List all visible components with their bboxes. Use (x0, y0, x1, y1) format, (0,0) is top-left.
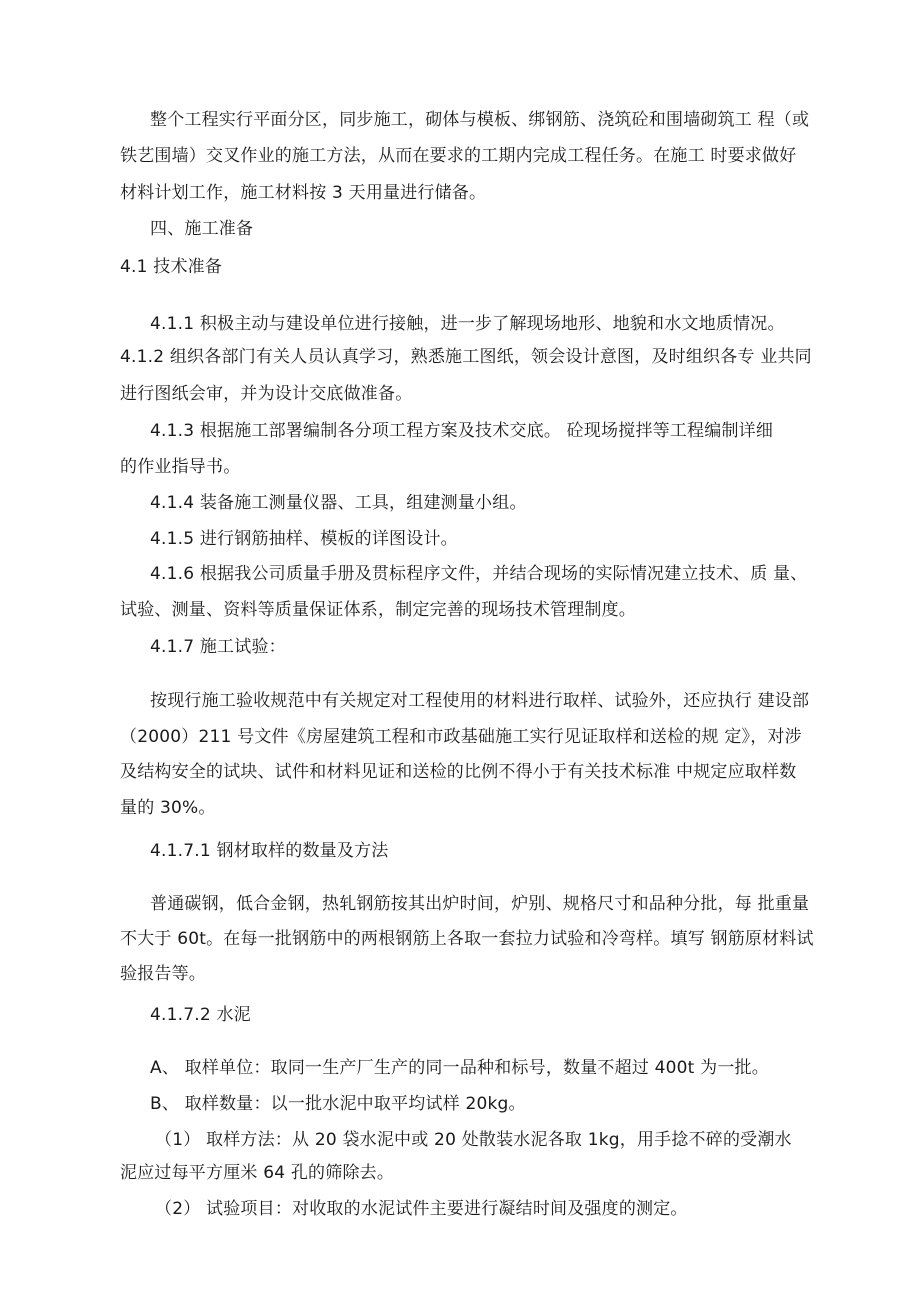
paragraph-line: 4.1.2 组织各部门有关人员认真学习，熟悉施工图纸，领会设计意图，及时组织各专 业共同 (120, 347, 812, 367)
paragraph-line: 进行图纸会审，并为设计交底做准备。 (120, 384, 413, 404)
paragraph-line: （2000）211 号文件《房屋建筑工程和市政基础施工实行见证取样和送检的规 定》，对涉 (120, 727, 802, 747)
paragraph-line: 4.1.3 根据施工部署编制各分项工程方案及技术交底。 砼现场搅拌等工程编制详细 (150, 421, 774, 441)
list-item: A、 取样单位：取同一生产厂生产的同一品种和标号，数量不超过 400t 为一批。 (150, 1058, 769, 1078)
paragraph-line: 量的 30%。 (120, 798, 216, 818)
paragraph-line: 4.1.6 根据我公司质量手册及贯标程序文件，并结合现场的实际情况建立技术、质 量、 (150, 564, 808, 584)
paragraph-line: 及结构安全的试块、试件和材料见证和送检的比例不得小于有关技术标准 中规定应取样数 (120, 762, 797, 782)
paragraph-line: 铁艺围墙）交叉作业的施工方法，从而在要求的工期内完成工程任务。在施工 时要求做好 (120, 146, 797, 166)
paragraph-line: 4.1.1 积极主动与建设单位进行接触，进一步了解现场地形、地貌和水文地质情况。 (150, 314, 785, 334)
paragraph-line: 试验、测量、资料等质量保证体系，制定完善的现场技术管理制度。 (120, 600, 636, 620)
paragraph-line: 验报告等。 (120, 964, 206, 984)
paragraph-line: 材料计划工作，施工材料按 3 天用量进行储备。 (120, 183, 487, 203)
list-item: （2） 试验项目：对收取的水泥试件主要进行凝结时间及强度的测定。 (155, 1199, 688, 1219)
subsection-heading: 4.1.7 施工试验： (150, 637, 286, 657)
subsection-heading: 4.1.7.2 水泥 (150, 1005, 251, 1025)
paragraph-line: 泥应过每平方厘米 64 孔的筛除去。 (120, 1163, 395, 1183)
paragraph-line: 的作业指导书。 (120, 457, 241, 477)
paragraph-line: 按现行施工验收规范中有关规定对工程使用的材料进行取样、试验外，还应执行 建设部 (150, 691, 810, 711)
subsection-heading: 4.1.7.1 钢材取样的数量及方法 (150, 841, 389, 861)
section-heading: 四、施工准备 (150, 219, 254, 239)
paragraph-line: 4.1.5 进行钢筋抽样、模板的详图设计。 (150, 529, 458, 549)
subsection-heading: 4.1 技术准备 (120, 257, 223, 277)
list-item: B、 取样数量：以一批水泥中取平均试样 20kg。 (150, 1094, 526, 1114)
paragraph-line: 不大于 60t。在每一批钢筋中的两根钢筋上各取一套拉力试验和冷弯样。填写 钢筋原材料试 (120, 929, 814, 949)
paragraph-line: 普通碳钢，低合金钢，热轧钢筋按其出炉时间，炉别、规格尺寸和品种分批，每 批重量 (150, 894, 810, 914)
paragraph-line: 整个工程实行平面分区，同步施工，砌体与模板、绑钢筋、浇筑砼和围墙砌筑工 程（或 (150, 110, 810, 130)
paragraph-line: 4.1.4 装备施工测量仪器、工具，组建测量小组。 (150, 493, 527, 513)
list-item: （1） 取样方法：从 20 袋水泥中或 20 处散装水泥各取 1kg，用手捻不碎的受潮水 (155, 1130, 792, 1150)
